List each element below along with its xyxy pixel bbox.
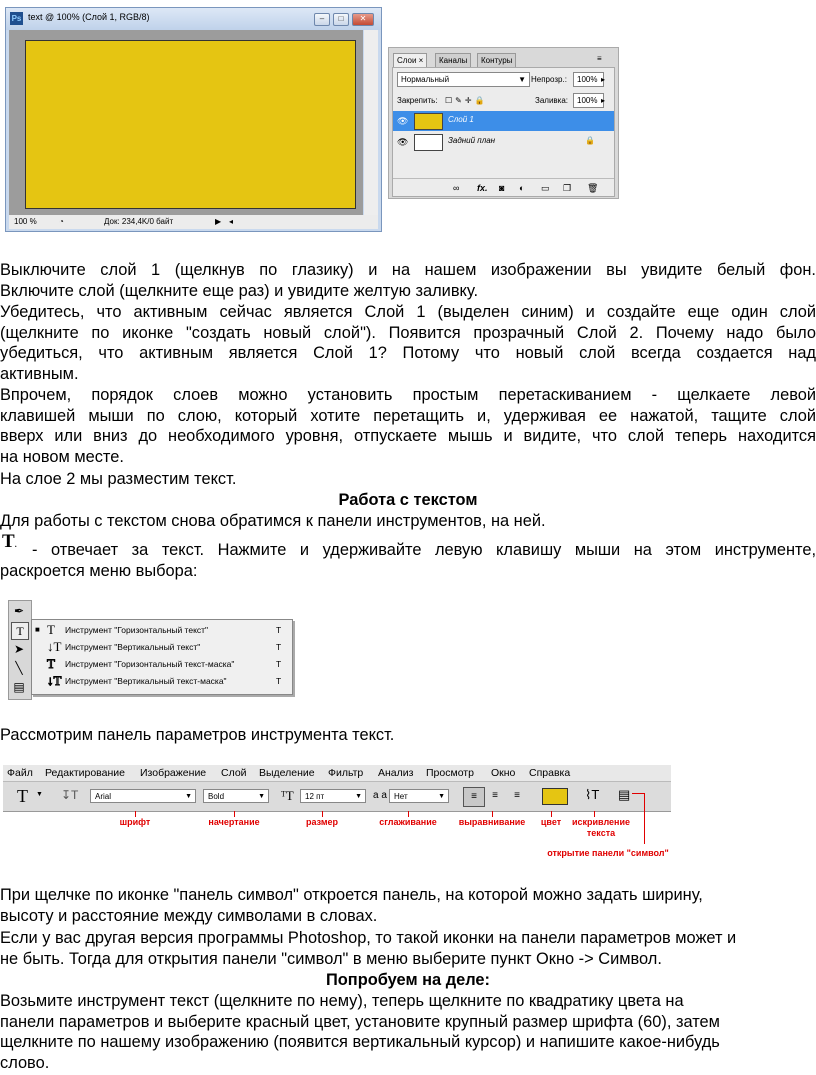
- menu-item-horizontal-text[interactable]: [32, 622, 292, 638]
- fill-label: Заливка:: [535, 96, 569, 105]
- layers-panel: [388, 47, 619, 199]
- layers-panel-body: [392, 67, 615, 197]
- paragraph-10: Возьмите инструмент текст (щелкните по нему), теперь щелкните по квадратику цвета на панели параметров и выберите красный цвет, установите крупный размер шрифта (60), затем щелкните по нашему изображению (появится вертикальный курсор) и напишите какое-нибудь слово.: [0, 992, 720, 1072]
- lock-icon: 🔒: [585, 136, 595, 145]
- layer-row-background[interactable]: [393, 132, 614, 152]
- type-tool-icon[interactable]: T: [11, 622, 29, 640]
- paragraph-4: На слое 2 мы разместим текст.: [0, 470, 237, 488]
- align-center-button[interactable]: ≡: [492, 790, 498, 801]
- shortcut-key: T: [276, 642, 282, 652]
- document-window: [5, 7, 382, 232]
- text-color-swatch[interactable]: [542, 788, 568, 805]
- menu-item-horizontal-mask[interactable]: [32, 656, 292, 672]
- annotation-character-panel: открытие панели "символ": [547, 848, 669, 858]
- menu-image[interactable]: Изображение: [140, 767, 207, 779]
- text-tool-icon: T.: [2, 531, 17, 552]
- paragraph-5: Для работы с текстом снова обратимся к панели инструментов, на ней.: [0, 512, 546, 530]
- annotation-arrow: [644, 793, 645, 844]
- preset-dropdown-icon[interactable]: ▼: [36, 791, 43, 798]
- menu-item-label: Инструмент "Вертикальный текст-маска": [65, 676, 227, 686]
- layer-name: Задний план: [448, 136, 496, 145]
- new-layer-icon[interactable]: ❐: [563, 183, 572, 193]
- antialias-select[interactable]: Нет ▼: [389, 789, 449, 803]
- options-bar: [3, 781, 671, 812]
- vertical-type-icon: ↓T: [47, 639, 62, 654]
- paragraph-9: Если у вас другая версия программы Photoshop, то такой иконки на панели параметров может и не быть. Тогда для открытия панели "символ" в меню выберите пункт Окно -> Символ.: [0, 929, 737, 968]
- warp-text-icon[interactable]: ⌇T: [585, 787, 600, 802]
- font-style-select[interactable]: Bold ▼: [203, 789, 269, 803]
- paragraph-6-line2: раскроется меню выбора:: [0, 562, 198, 580]
- adjustment-icon[interactable]: ◐: [519, 183, 525, 193]
- opacity-field[interactable]: 100%: [573, 72, 604, 87]
- heading-text-work: Работа с текстом: [338, 491, 478, 509]
- shortcut-key: T: [276, 625, 282, 635]
- tab-layers[interactable]: Слои ×: [393, 53, 427, 68]
- annotation-warp: искривление текста: [571, 817, 631, 838]
- align-left-button[interactable]: ≡: [463, 787, 485, 807]
- antialias-icon: a a: [373, 790, 387, 801]
- paragraph-2: Убедитесь, что активным сейчас является Слой 1 (выделен синим) и создайте еще один слой (щелкните по иконке "создать новый слой"). Появится прозрачный Слой 2. Почему надо было убедиться, что активным является Слой 1? Потому что новый слой всегда создается над активным.: [0, 303, 816, 383]
- shortcut-key: T: [276, 676, 282, 686]
- status-bar: [9, 215, 378, 229]
- horizontal-type-icon: T: [47, 622, 55, 637]
- shortcut-key: T: [276, 659, 282, 669]
- menu-item-vertical-text[interactable]: [32, 639, 292, 655]
- menu-filter[interactable]: Фильтр: [328, 767, 364, 779]
- fx-icon[interactable]: fx.: [477, 183, 488, 193]
- annotation-size: размер: [305, 817, 339, 827]
- yellow-canvas[interactable]: [25, 40, 356, 209]
- menu-help[interactable]: Справка: [529, 767, 571, 779]
- heading-try-it: Попробуем на деле:: [326, 971, 490, 989]
- menu-view[interactable]: Просмотр: [426, 767, 474, 779]
- menu-window[interactable]: Окно: [491, 767, 516, 779]
- pen-tool-icon[interactable]: ✒: [13, 604, 25, 618]
- minimize-button[interactable]: –: [314, 13, 330, 26]
- eye-icon[interactable]: 👁: [397, 116, 409, 126]
- paragraph-6-line1: - отвечает за текст. Нажмите и удерживайте левую клавишу мыши на этом инструменте,: [32, 541, 816, 559]
- paragraph-7: Рассмотрим панель параметров инструмента текст.: [0, 726, 395, 744]
- opacity-arrow-icon[interactable]: ▸: [601, 75, 606, 84]
- path-selection-icon[interactable]: ➤: [13, 642, 25, 656]
- align-right-button[interactable]: ≡: [514, 790, 520, 801]
- horizontal-mask-icon: T: [47, 656, 55, 671]
- layers-footer: [393, 178, 614, 197]
- menu-select[interactable]: Выделение: [259, 767, 315, 779]
- tab-paths[interactable]: Контуры: [477, 53, 516, 68]
- scroll-left-icon[interactable]: ◂: [229, 217, 234, 226]
- vertical-scrollbar[interactable]: [364, 30, 378, 215]
- photoshop-icon: Ps: [11, 14, 22, 23]
- annotation-font: шрифт: [119, 817, 151, 827]
- menu-edit[interactable]: Редактирование: [45, 767, 125, 779]
- line-tool-icon[interactable]: ╲: [15, 661, 23, 675]
- menu-item-label: Инструмент "Горизонтальный текст": [65, 625, 209, 635]
- close-button[interactable]: ✕: [352, 13, 374, 26]
- tools-panel: [8, 600, 32, 700]
- type-tool-flyout: [31, 619, 293, 695]
- title-bar[interactable]: [6, 8, 381, 30]
- menu-layer[interactable]: Слой: [221, 767, 247, 779]
- annotation-arrow: [632, 793, 644, 794]
- group-icon[interactable]: ▭: [541, 183, 550, 193]
- menu-item-label: Инструмент "Вертикальный текст": [65, 642, 201, 652]
- annotation-align: выравнивание: [458, 817, 526, 827]
- lock-label: Закрепить:: [397, 96, 438, 105]
- lock-icons[interactable]: ☐✎✛🔒: [445, 96, 488, 105]
- font-family-select[interactable]: Arial ▼: [90, 789, 196, 803]
- panel-menu-icon[interactable]: ≡: [597, 54, 602, 63]
- eye-icon[interactable]: 👁: [397, 137, 409, 147]
- annotation-antialias: сглаживание: [379, 817, 437, 827]
- menu-item-vertical-mask[interactable]: [32, 673, 292, 689]
- paragraph-3: Впрочем, порядок слоев можно установить простым перетаскиванием - щелкаете левой клавишей мыши по слою, который хотите перетащить и, удерживая ее нажатой, тащите слой вверх или вниз до необходимого уровня, отпускаете мышь и видите, что слой теперь находится на новом месте.: [0, 386, 816, 466]
- character-panel-icon[interactable]: ▤: [618, 787, 631, 802]
- blend-mode-select[interactable]: Нормальный ▼: [397, 72, 530, 87]
- type-tool-preset-icon[interactable]: T: [17, 786, 28, 806]
- status-icon[interactable]: ◔: [59, 217, 64, 226]
- layer-thumbnail: [414, 113, 443, 130]
- fill-field[interactable]: 100%: [573, 93, 604, 108]
- tab-channels[interactable]: Каналы: [435, 53, 471, 68]
- font-size-select[interactable]: 12 пт ▼: [300, 789, 366, 803]
- orientation-toggle-icon[interactable]: ↧T: [61, 788, 79, 802]
- maximize-button[interactable]: □: [333, 13, 349, 26]
- layer-thumbnail: [414, 134, 443, 151]
- opacity-label: Непрозр.:: [531, 75, 567, 84]
- link-icon[interactable]: ∞: [453, 183, 460, 193]
- menu-bar: [3, 765, 671, 781]
- vertical-mask-icon: ↓T: [47, 673, 62, 688]
- font-size-icon: ᵀT: [281, 788, 294, 803]
- doc-size: Док: 234,4K/0 байт: [104, 217, 174, 226]
- trash-icon[interactable]: 🗑: [587, 183, 599, 193]
- paragraph-8: При щелчке по иконке "панель символ" откроется панель, на которой можно задать ширину, высоту и расстояние между символами в словах.: [0, 886, 703, 925]
- selected-bullet-icon: ■: [35, 625, 40, 634]
- mask-icon[interactable]: ◙: [499, 183, 505, 193]
- menu-item-label: Инструмент "Горизонтальный текст-маска": [65, 659, 235, 669]
- notes-tool-icon[interactable]: ▤: [13, 680, 25, 694]
- annotation-style: начертание: [208, 817, 260, 827]
- play-arrow-icon[interactable]: ▶: [215, 217, 222, 226]
- paragraph-1: Выключите слой 1 (щелкнув по глазику) и на нашем изображении вы увидите белый фон. Включите слой (щелкните еще раз) и увидите желтую заливку.: [0, 261, 816, 300]
- annotation-color: цвет: [540, 817, 562, 827]
- layer-row-layer1[interactable]: [393, 111, 614, 131]
- menu-analysis[interactable]: Анализ: [378, 767, 414, 779]
- menu-file[interactable]: Файл: [7, 767, 33, 779]
- zoom-level[interactable]: 100 %: [14, 217, 37, 226]
- layer-name: Слой 1: [448, 115, 474, 124]
- fill-arrow-icon[interactable]: ▸: [601, 96, 606, 105]
- window-title: text @ 100% (Слой 1, RGB/8): [28, 12, 150, 22]
